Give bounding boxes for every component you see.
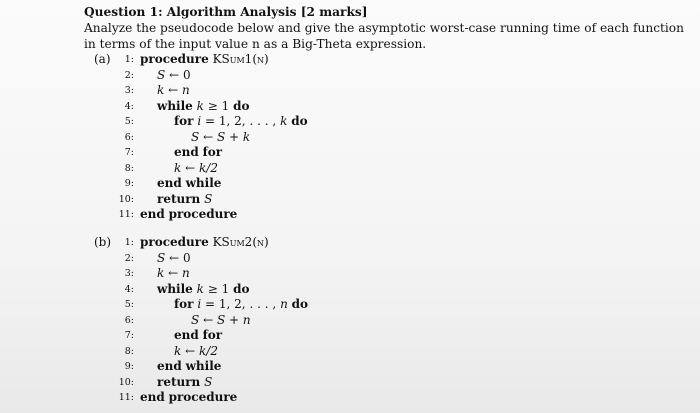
line-number: 8: bbox=[124, 162, 134, 174]
pseudocode-line bbox=[118, 390, 538, 406]
line-code: end for bbox=[174, 328, 223, 342]
part-a-pseudocode bbox=[118, 52, 538, 223]
part-b-pseudocode bbox=[118, 235, 538, 406]
line-code: for i = 1, 2, . . . , k do bbox=[174, 114, 308, 128]
question-header bbox=[84, 4, 684, 52]
pseudocode-line bbox=[118, 359, 538, 375]
question-prompt-line1: Analyze the pseudocode below and give the asymptotic worst-case running time of each function bbox=[84, 21, 684, 35]
line-number: 5: bbox=[124, 299, 134, 310]
line-number: 6: bbox=[124, 314, 134, 326]
pseudocode-line bbox=[118, 99, 538, 115]
line-code: end while bbox=[157, 176, 222, 190]
line-code: end while bbox=[157, 359, 222, 373]
line-number: 3: bbox=[124, 85, 134, 96]
pseudocode-line bbox=[118, 328, 538, 344]
line-number: 7: bbox=[124, 147, 134, 158]
line-code: end procedure bbox=[140, 390, 238, 404]
line-code: k ← k/2 bbox=[174, 343, 218, 358]
line-code: while k ≥ 1 do bbox=[157, 98, 250, 113]
line-code: procedure KSum2(n) bbox=[140, 235, 269, 249]
line-code: end procedure bbox=[140, 207, 238, 221]
pseudocode-line bbox=[118, 297, 538, 313]
question-prompt-line2: in terms of the input value n as a Big-Theta expression. bbox=[84, 37, 427, 51]
pseudocode-line bbox=[118, 192, 538, 208]
pseudocode-line bbox=[118, 313, 538, 329]
line-number: 4: bbox=[124, 283, 134, 295]
line-number: 10: bbox=[118, 193, 134, 205]
part-a-label: (a) bbox=[94, 52, 111, 66]
pseudocode-line bbox=[118, 68, 538, 84]
line-code: S ← S + n bbox=[191, 312, 251, 327]
line-number: 10: bbox=[118, 376, 134, 388]
pseudocode-line bbox=[118, 83, 538, 99]
line-number: 11: bbox=[118, 209, 134, 220]
line-code: procedure KSum1(n) bbox=[140, 52, 269, 66]
pseudocode-line bbox=[118, 344, 538, 360]
part-b-label: (b) bbox=[94, 235, 112, 249]
pseudocode-line bbox=[118, 130, 538, 146]
line-number: 6: bbox=[124, 131, 134, 143]
question-title: Question 1: Algorithm Analysis [2 marks] bbox=[84, 5, 368, 19]
pseudocode-line bbox=[118, 375, 538, 391]
line-code: k ← k/2 bbox=[174, 160, 218, 175]
line-number: 7: bbox=[124, 330, 134, 341]
pseudocode-line bbox=[118, 145, 538, 161]
line-number: 1: bbox=[124, 237, 134, 248]
line-code: S ← 0 bbox=[157, 67, 191, 82]
line-number: 4: bbox=[124, 100, 134, 112]
line-code: while k ≥ 1 do bbox=[157, 281, 250, 296]
line-number: 9: bbox=[124, 178, 134, 189]
pseudocode-line bbox=[118, 282, 538, 298]
line-number: 3: bbox=[124, 268, 134, 279]
pseudocode-line bbox=[118, 235, 538, 251]
line-number: 9: bbox=[124, 361, 134, 372]
line-number: 8: bbox=[124, 345, 134, 357]
pseudocode-line bbox=[118, 114, 538, 130]
pseudocode-line bbox=[118, 207, 538, 223]
line-code: S ← S + k bbox=[191, 129, 251, 144]
line-code: return S bbox=[157, 374, 213, 389]
line-number: 2: bbox=[124, 252, 134, 264]
pseudocode-line bbox=[118, 266, 538, 282]
line-code: S ← 0 bbox=[157, 250, 191, 265]
line-code: end for bbox=[174, 145, 223, 159]
line-number: 11: bbox=[118, 392, 134, 403]
line-code: k ← n bbox=[157, 83, 190, 97]
pseudocode-line bbox=[118, 161, 538, 177]
line-code: for i = 1, 2, . . . , n do bbox=[174, 297, 309, 311]
line-number: 1: bbox=[124, 54, 134, 65]
line-number: 2: bbox=[124, 69, 134, 81]
pseudocode-line bbox=[118, 251, 538, 267]
line-number: 5: bbox=[124, 116, 134, 127]
pseudocode-line bbox=[118, 52, 538, 68]
line-code: return S bbox=[157, 191, 213, 206]
line-code: k ← n bbox=[157, 266, 190, 280]
pseudocode-line bbox=[118, 176, 538, 192]
